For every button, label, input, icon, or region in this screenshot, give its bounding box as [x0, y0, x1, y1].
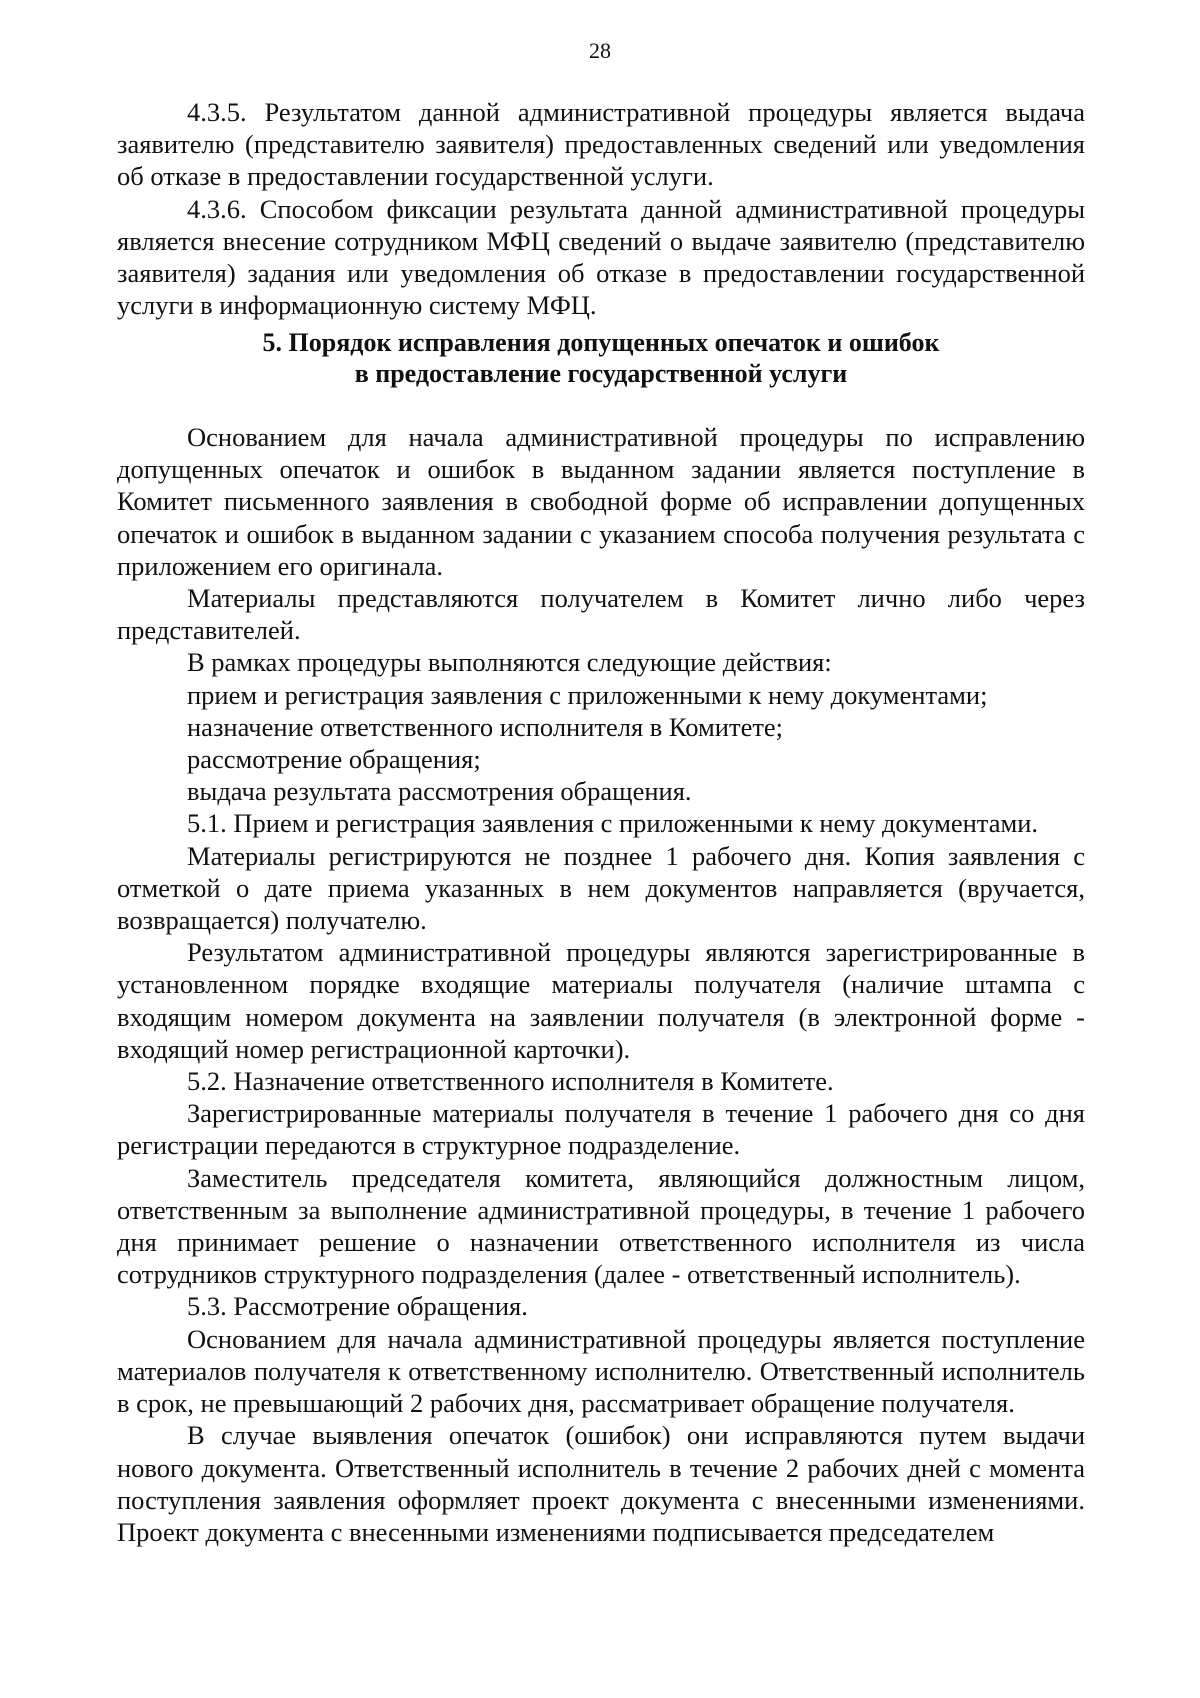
paragraph: Основанием для начала административной процедуры является поступление материалов получателя к ответственному исполнителю. Ответственный исполнитель в срок, не превышающий 2 рабочих дня, рассматривает обращение получателя. — [117, 1323, 1085, 1419]
paragraph-4-3-6: 4.3.6. Способом фиксации результата данной административной процедуры является внесение сотрудником МФЦ сведений о выдаче заявителю (представителю заявителя) задания или уведомления об отказе в предоставлении государственной услуги в информационную систему МФЦ. — [117, 193, 1085, 321]
section-heading-line1: 5. Порядок исправления допущенных опечаток и ошибок — [262, 328, 940, 357]
list-item: прием и регистрация заявления с приложенными к нему документами; — [187, 679, 988, 710]
paragraph-4-3-5: 4.3.5. Результатом данной административной процедуры является выдача заявителю (представителю заявителя) предоставленных сведений или уведомления об отказе в предоставлении государственной услуги. — [117, 97, 1085, 192]
paragraph: Заместитель председателя комитета, являющийся должностным лицом, ответственным за выполнение административной процедуры, в течение 1 рабочего дня принимает решение о назначении ответственного исполнителя из числа сотрудников структурного подразделения (далее - ответственный исполнитель). — [117, 1162, 1085, 1290]
paragraph: В рамках процедуры выполняются следующие действия: — [187, 647, 832, 678]
paragraph: Основанием для начала административной процедуры по исправлению допущенных опечаток и ошибок в выданном задании является поступление в Комитет письменного заявления в свободной форме об исправлении допущенных опечаток и ошибок в выданном задании с указанием способа получения результата с приложением его оригинала. — [117, 422, 1085, 581]
paragraph: Результатом административной процедуры являются зарегистрированные в установленном порядке входящие материалы получателя (наличие штампа с входящим номером документа на заявлении получателя (в электронной форме - входящий номер регистрационной карточки). — [117, 937, 1085, 1064]
paragraph-5-1: 5.1. Прием и регистрация заявления с приложенными к нему документами. — [187, 808, 1039, 839]
paragraph-5-3: 5.3. Рассмотрение обращения. — [187, 1291, 528, 1322]
page-number: 28 — [589, 38, 611, 63]
paragraph: Материалы представляются получателем в Комитет лично либо через представителей. — [117, 583, 1085, 646]
section-body — [117, 421, 1085, 1548]
paragraph: Зарегистрированные материалы получателя в течение 1 рабочего дня со дня регистрации передаются в структурное подразделение. — [117, 1098, 1085, 1161]
paragraph: В случае выявления опечаток (ошибок) они исправляются путем выдачи нового документа. Ответственный исполнитель в течение 2 рабочих дней с момента поступления заявления оформляет проект документа с внесенными изменениями. Проект документа с внесенными изменениями подписывается председателем — [117, 1420, 1085, 1547]
list-item: назначение ответственного исполнителя в Комитете; — [187, 711, 784, 742]
section-heading-line2: в предоставление государственной услуги — [354, 359, 848, 388]
section-heading — [117, 327, 1085, 389]
top-paragraphs — [117, 96, 1085, 321]
paragraph-5-2: 5.2. Назначение ответственного исполнителя в Комитете. — [187, 1066, 834, 1097]
list-item: рассмотрение обращения; — [187, 744, 481, 775]
paragraph: Материалы регистрируются не позднее 1 рабочего дня. Копия заявления с отметкой о дате приема указанных в нем документов направляется (вручается, возвращается) получателю. — [117, 840, 1085, 936]
list-item: выдача результата рассмотрения обращения. — [187, 776, 692, 807]
